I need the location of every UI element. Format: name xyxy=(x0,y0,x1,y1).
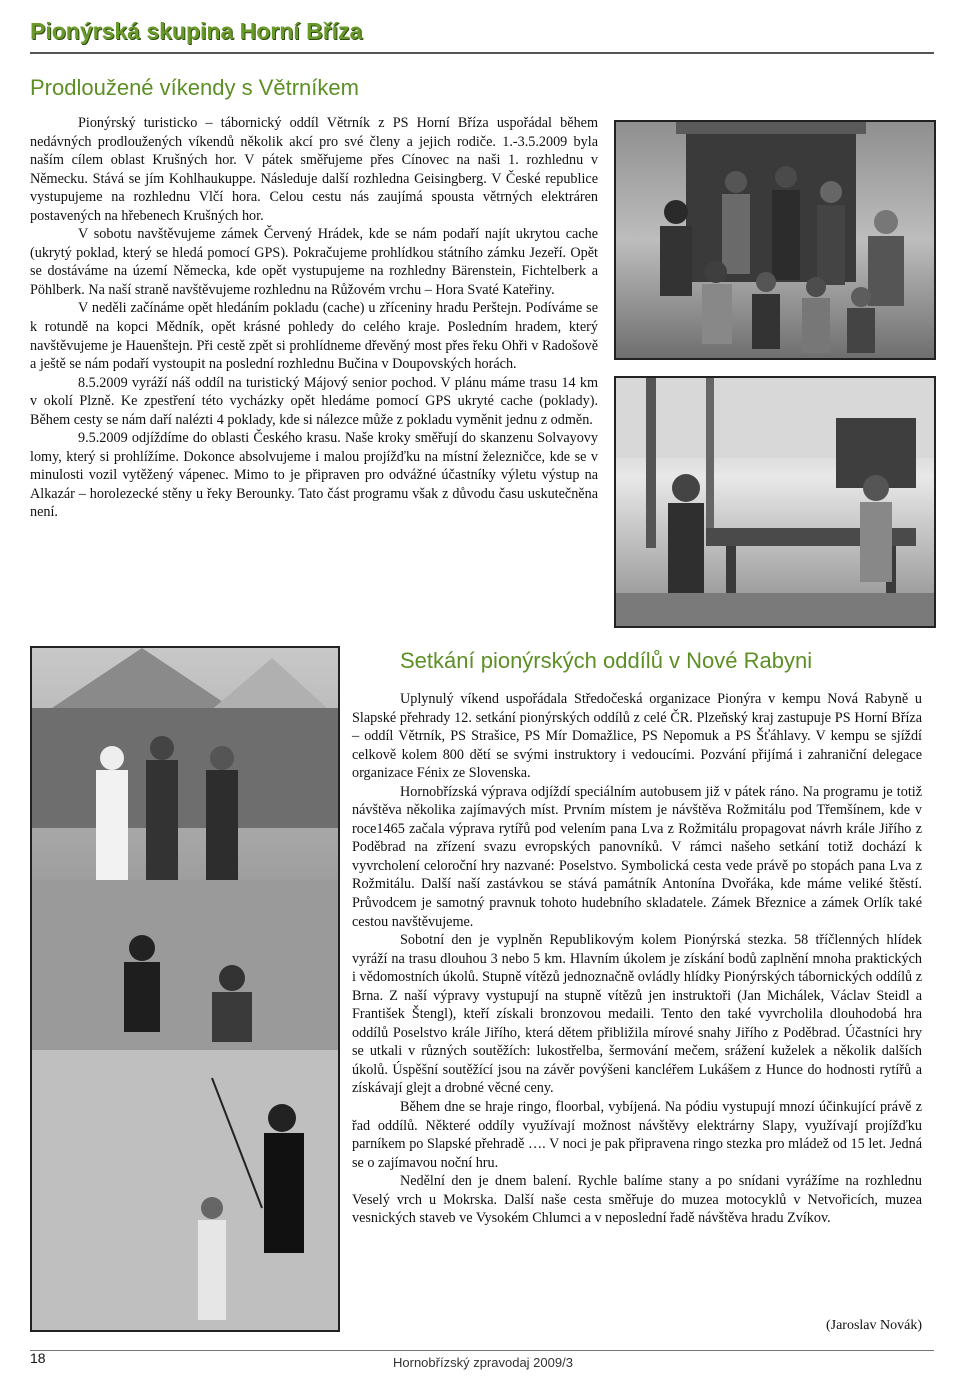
section-vikendy-body xyxy=(30,114,598,522)
paragraph: Uplynulý víkend uspořádala Středočeská organizace Pionýra v kempu Nová Rabyně u Slapské přehrady 12. setkání pionýrských oddílů z celé ČR. Plzeňský kraj zastupuje PS Horní Bříza – oddíl Větrník, PS Strašice, PS Mír Domažlice, PS Nepomuk a PS Šťáhlavy. V kempu se sjíždí celkově kolem 800 dětí se svými instruktory i vedoucími. Pozvání přijímá i zahraniční delegace organizace Fénix ze Slovenska. xyxy=(352,691,922,782)
paragraph: Během dne se hraje ringo, floorbal, vybíjená. Na pódiu vystupují mnozí účinkující právě z řad oddílů. Některé oddíly využívají možnost návštěvy elektrárny Slapy, využívají projížďku parníkem po Slapské přehradě …. V noci je pak připravena ringo stezka pro mládež od 15 let. Jedná se o zajímavou noční hru. xyxy=(352,1099,922,1171)
footer-divider xyxy=(30,1350,934,1351)
paragraph: Pionýrský turisticko – tábornický oddíl Větrník z PS Horní Bříza uspořádal během nedávných prodloužených víkendů několik akcí pro své členy a jejich rodiče. 1.-3.5.2009 byla naším cílem oblast Krušných hor. V pátek směřujeme přes Cínovec na naši 1. rozhlednu v Německu. Stává se jím Kohlhaukuppe. Následuje další rozhledna Geisingberg. V České republice vystupujeme na rozhlednu Vlčí hora. Celou cestu nás zaujímá spousta větrných elektráren postavených na hřebenech Krušných hor. xyxy=(30,115,598,224)
paragraph: Hornobřízská výprava odjíždí speciálním autobusem již v pátek ráno. Na programu je totiž návštěva několika zajímavých míst. Prvním místem je návštěva Rožmitálu pod Třemšínem, kde v roce1465 začala výprava rytířů pod velením pana Lva z Rožmitálu propagovat návrh krále Jiřího z Poděbrad na zřízení svazu evropských panovníků. V rámci našeho setkání totiž dochází k vyvrcholení celoroční hry nazvané: Poselstvo. Symbolická cesta vede právě po stopách pana Lva z Rožmitálu. Další naší zastávkou se stává památník Antonína Dvořáka, kde máme veliké štěstí. Průvodcem je samotný pravnuk tohoto hudebního skladatele. Zámek Březnice a zámek Orlík také cestou navštěvujeme. xyxy=(352,783,922,930)
section-title-vikendy: Prodloužené víkendy s Větrníkem xyxy=(30,75,359,100)
picnic-table-photo xyxy=(614,376,936,628)
page-header-title: Pionýrská skupina Horní Bříza xyxy=(30,18,363,44)
paragraph: Nedělní den je dnem balení. Rychle balíme stany a po snídani vyrážíme na rozhlednu Veselý vrch u Mokrska. Další naše cesta směřuje do muzea motocyklů v Netvořicích, muzea vesnických staveb ve Vysokém Chlumci a v neposlední řadě návštěva hradu Zvíkov. xyxy=(352,1173,922,1227)
section-title-rabyne: Setkání pionýrských oddílů v Nové Rabyni xyxy=(400,648,813,673)
header-divider xyxy=(30,52,934,54)
page-number: 18 xyxy=(30,1350,46,1366)
paragraph: V neděli začínáme opět hledáním pokladu (cache) u zříceniny hradu Perštejn. Podíváme se k rotundě na kopci Mědník, opět krásné pohledy do celého kraje. Posledním hradem, který navštěvujeme je Hauenštejn. Při cestě zpět si prohlídneme dřevěný most přes řeku Ohři v Radošově a ještě se nám podaří vystoupit na poslední rozhlednu Bučina v Doupovských horách. xyxy=(30,300,598,373)
author-signature: (Jaroslav Novák) xyxy=(825,1318,922,1333)
group-photo-doorway xyxy=(614,120,936,360)
paragraph: Sobotní den je vyplněn Republikovým kolem Pionýrská stezka. 58 tříčlenných hlídek vyráží na trasu dlouhou 3 nebo 5 km. Hlavním úkolem je získání bodů zaplnění mnoha praktických i vědomostních úkolů. Stupně vítězů jednoznačně ovládly hlídky Pionýrských tábornických oddílů z Brna. Z naší výpravy vystupují na stupně vítězů jen instruktoři (Jan Michálek, Václav Steidl a František Štengl), kteří získali bronzovou medaili. Tento den také vyvrcholila dlouhodobá hra oddílů Poselstvo krále Jiřího, která dětem přibližila mírové snahy Jiřího z Poděbrad. Účastníci hry se utkali v různých soutěžích: lukostřelba, šermování mečem, srážení kuželek a několik dalších úkolů. Úspěšní soutěžící jsou na závěr povýšeni kancléřem Lukášem z Hunce do hodnosti rytířů a získávají glejt a drobné věcné ceny. xyxy=(352,932,922,1097)
publication-name: Hornobřízský zpravodaj 2009/3 xyxy=(393,1355,573,1370)
paragraph: 9.5.2009 odjíždíme do oblasti Českého krasu. Naše kroky směřují do skanzenu Solvayovy lomy, který si prohlížíme. Dokonce absolvujeme i malou projížďku na místní železničce, kde se v minulosti vozil vytěžený vápenec. Mimo to je připraven pro odvážné účastníky výletu výstup na Alkazár – horolezecké stěny u řeky Berounky. Tato část programu však z důvodu času uskutečněna není. xyxy=(30,430,598,521)
paragraph: V sobotu navštěvujeme zámek Červený Hrádek, kde se nám podaří najít ukrytou cache (ukrytý poklad, který se hledá pomocí GPS). Pokračujeme prohlídkou státního zámku Jezeří. Opět se dostáváme na území Německa, kde opět vystupujeme na rozhledny Bärenstein, Fichtelberk a Pöhlberk. Na naší straně navštěvujeme rozhlednu na Růžovém vrchu – Hora Svaté Kateřiny. xyxy=(30,226,598,298)
paragraph: 8.5.2009 vyráží náš oddíl na turistický Májový senior pochod. V plánu máme trasu 14 km v okolí Plzně. Ke zpestření této vycházky opět hledáme pomocí GPS ukryté cache (poklady). Během cesty se nám daří nalézti 4 poklady, kde si nálezce může z pokladu vyměnit jednu z odměn. xyxy=(30,374,598,428)
section-rabyne-body xyxy=(352,690,922,1228)
medieval-camp-photo-collage xyxy=(30,646,340,1332)
